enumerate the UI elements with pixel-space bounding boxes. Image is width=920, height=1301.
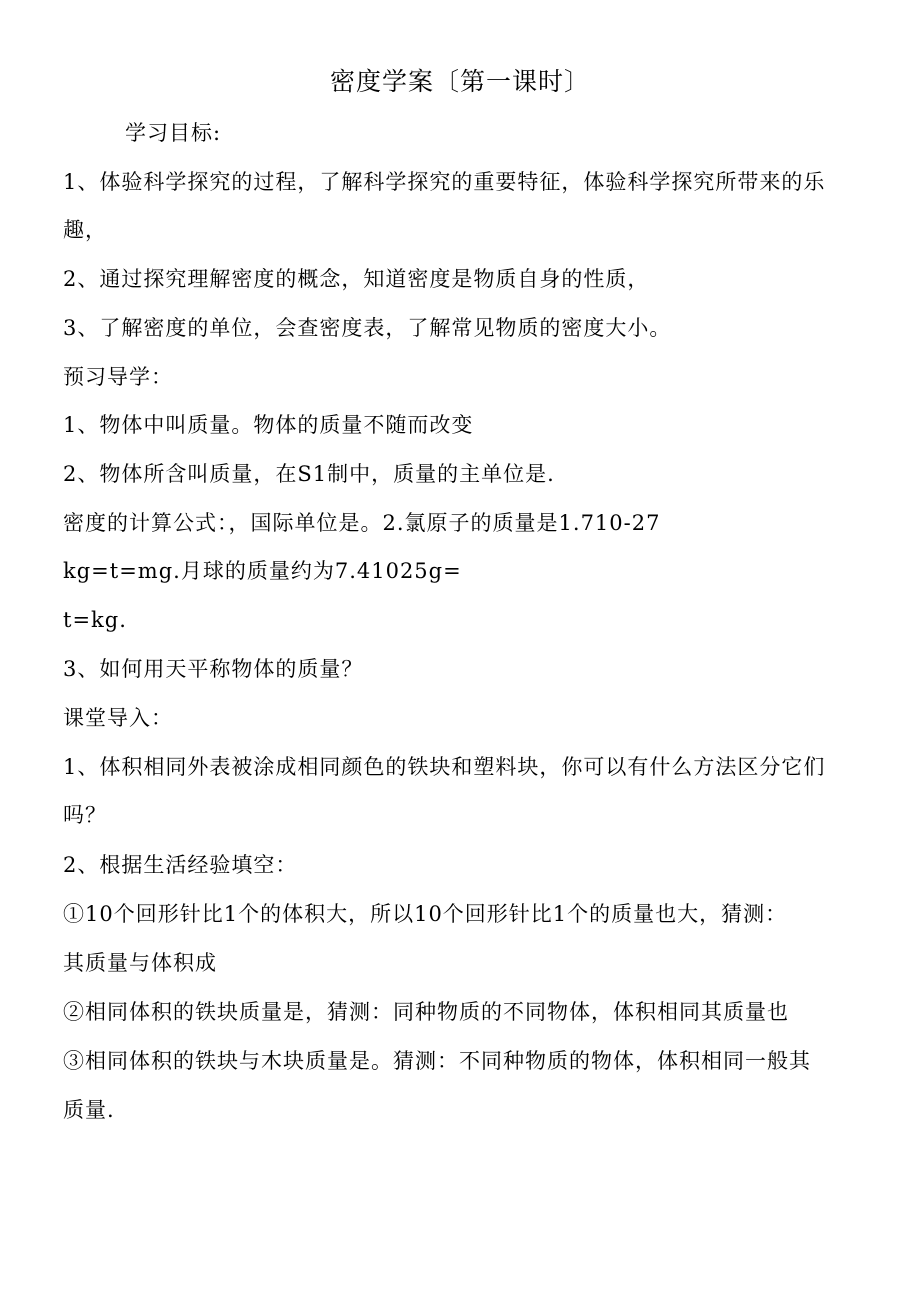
- text-line: 2、通过探究理解密度的概念，知道密度是物质自身的性质，: [63, 267, 650, 291]
- text-line: 2、物体所含叫质量，在S1制中，质量的主单位是.: [63, 462, 555, 486]
- document-title: 密度学案〔第一课时〕: [329, 67, 590, 96]
- text-line: 预习导学：: [63, 365, 173, 389]
- text-line: ①10个回形针比1个的体积大，所以10个回形针比1个的质量也大，猜测：: [63, 902, 788, 926]
- text-line: 1、体验科学探究的过程，了解科学探究的重要特征，体验科学探究所带来的乐: [63, 170, 826, 194]
- text-line: 2、根据生活经验填空：: [63, 853, 298, 877]
- text-line: 课堂导入：: [63, 706, 173, 730]
- text-line: 1、物体中叫质量。物体的质量不随而改变: [63, 413, 474, 437]
- text-line: 3、如何用天平称物体的质量？: [63, 657, 364, 681]
- text-line: 3、了解密度的单位，会查密度表，了解常见物质的密度大小。: [63, 316, 672, 340]
- text-line: t=kg.: [63, 608, 127, 632]
- text-line: 1、体积相同外表被涂成相同颜色的铁块和塑料块，你可以有什么方法区分它们: [63, 755, 826, 779]
- text-line: kg=t=mg.月球的质量约为7.41025g=: [63, 559, 462, 583]
- text-line: 吗？: [63, 803, 107, 827]
- text-line: 其质量与体积成: [63, 951, 217, 975]
- text-line: 学习目标:: [125, 121, 222, 145]
- text-line: ③相同体积的铁块与木块质量是。猜测：不同种物质的物体，体积相同一般其: [63, 1049, 811, 1073]
- text-line: 趣，: [63, 218, 107, 242]
- text-line: ②相同体积的铁块质量是，猜测：同种物质的不同物体，体积相同其质量也: [63, 1000, 789, 1024]
- text-line: 密度的计算公式：，国际单位是。2.氯原子的质量是1.710-27: [63, 511, 661, 535]
- text-line: 质量.: [63, 1098, 115, 1122]
